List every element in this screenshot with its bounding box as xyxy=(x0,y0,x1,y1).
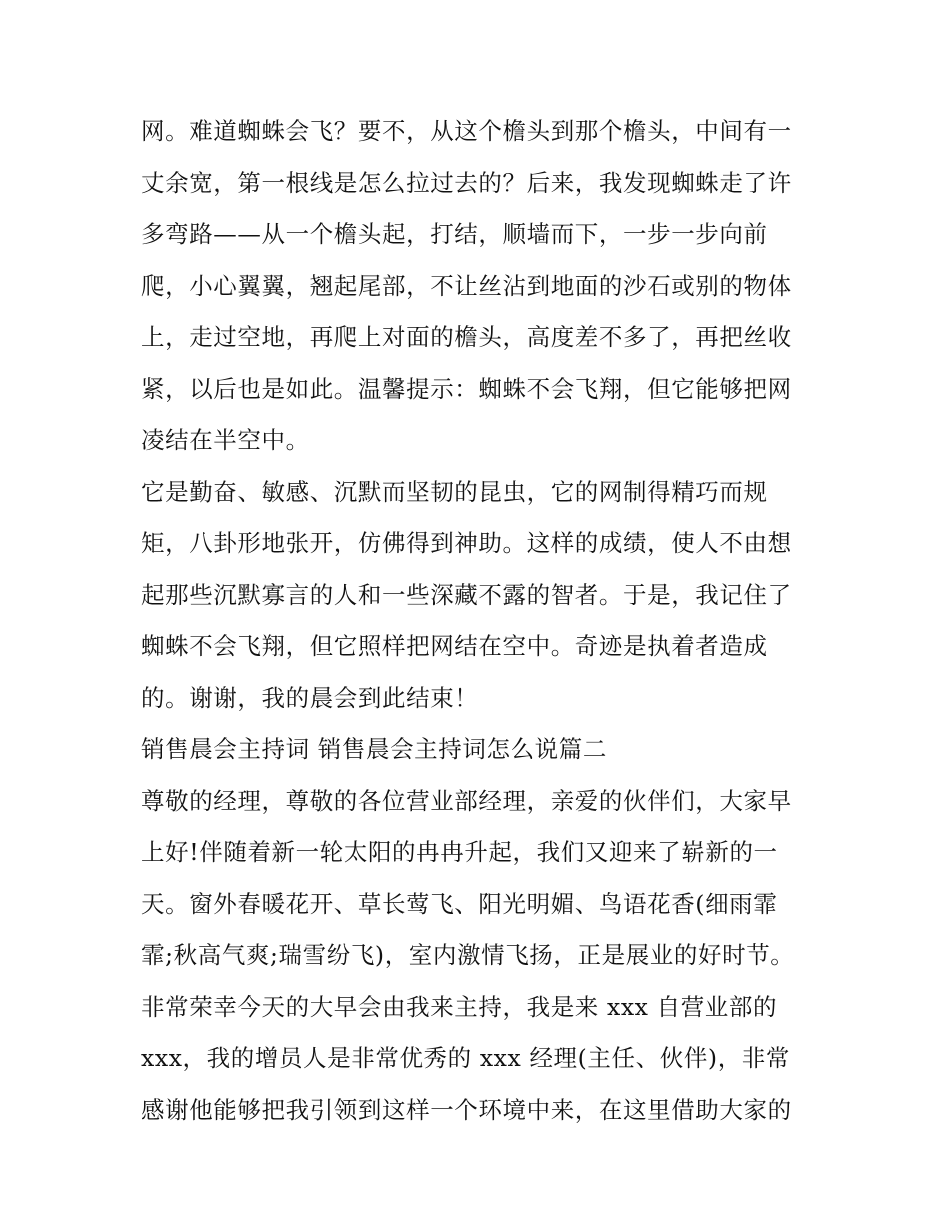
text-line: 爬，小心翼翼，翘起尾部，不让丝沾到地面的沙石或别的物体 xyxy=(141,271,792,300)
text-line: 上，走过空地，再爬上对面的檐头，高度差不多了，再把丝收 xyxy=(141,323,792,351)
section-heading: 销售晨会主持词 销售晨会主持词怎么说篇二 xyxy=(141,735,607,763)
text-line: 上好!伴随着新一轮太阳的冉冉升起，我们又迎来了崭新的一 xyxy=(141,838,778,866)
text-line: 尊敬的经理，尊敬的各位营业部经理，亲爱的伙伴们，大家早 xyxy=(141,786,792,815)
text-line: 天。窗外春暖花开、草长莺飞、阳光明媚、鸟语花香(细雨霏 xyxy=(141,889,778,918)
text-line: 非常荣幸今天的大早会由我来主持，我是来 xxx 自营业部的 xyxy=(141,992,778,1021)
text-line: 霏;秋高气爽;瑞雪纷飞)，室内激情飞扬，正是展业的好时节。 xyxy=(141,941,795,969)
text-line: 凌结在半空中。 xyxy=(141,426,310,454)
text-line: 的。谢谢，我的晨会到此结束！ xyxy=(141,683,479,712)
text-line: xxx，我的增员人是非常优秀的 xxx 经理(主任、伙伴)，非常 xyxy=(141,1044,790,1072)
text-line: 矩，八卦形地张开，仿佛得到神助。这样的成绩，使人不由想 xyxy=(141,529,792,557)
text-line: 网。难道蜘蛛会飞？要不，从这个檐头到那个檐头，中间有一 xyxy=(141,117,792,145)
text-line: 蜘蛛不会飞翔，但它照样把网结在空中。奇迹是执着者造成 xyxy=(141,632,768,660)
text-line: 多弯路——从一个檐头起，打结，顺墙而下，一步一步向前 xyxy=(141,220,768,248)
text-line: 感谢他能够把我引领到这样一个环境中来，在这里借助大家的 xyxy=(141,1095,792,1124)
text-line: 紧，以后也是如此。温馨提示：蜘蛛不会飞翔，但它能够把网 xyxy=(141,374,792,403)
document-body xyxy=(141,106,821,1136)
text-line: 它是勤奋、敏感、沉默而坚韧的昆虫，它的网制得精巧而规 xyxy=(141,477,768,506)
text-line: 丈余宽，第一根线是怎么拉过去的？后来，我发现蜘蛛走了许 xyxy=(141,168,792,197)
text-line: 起那些沉默寡言的人和一些深藏不露的智者。于是，我记住了 xyxy=(141,580,792,609)
